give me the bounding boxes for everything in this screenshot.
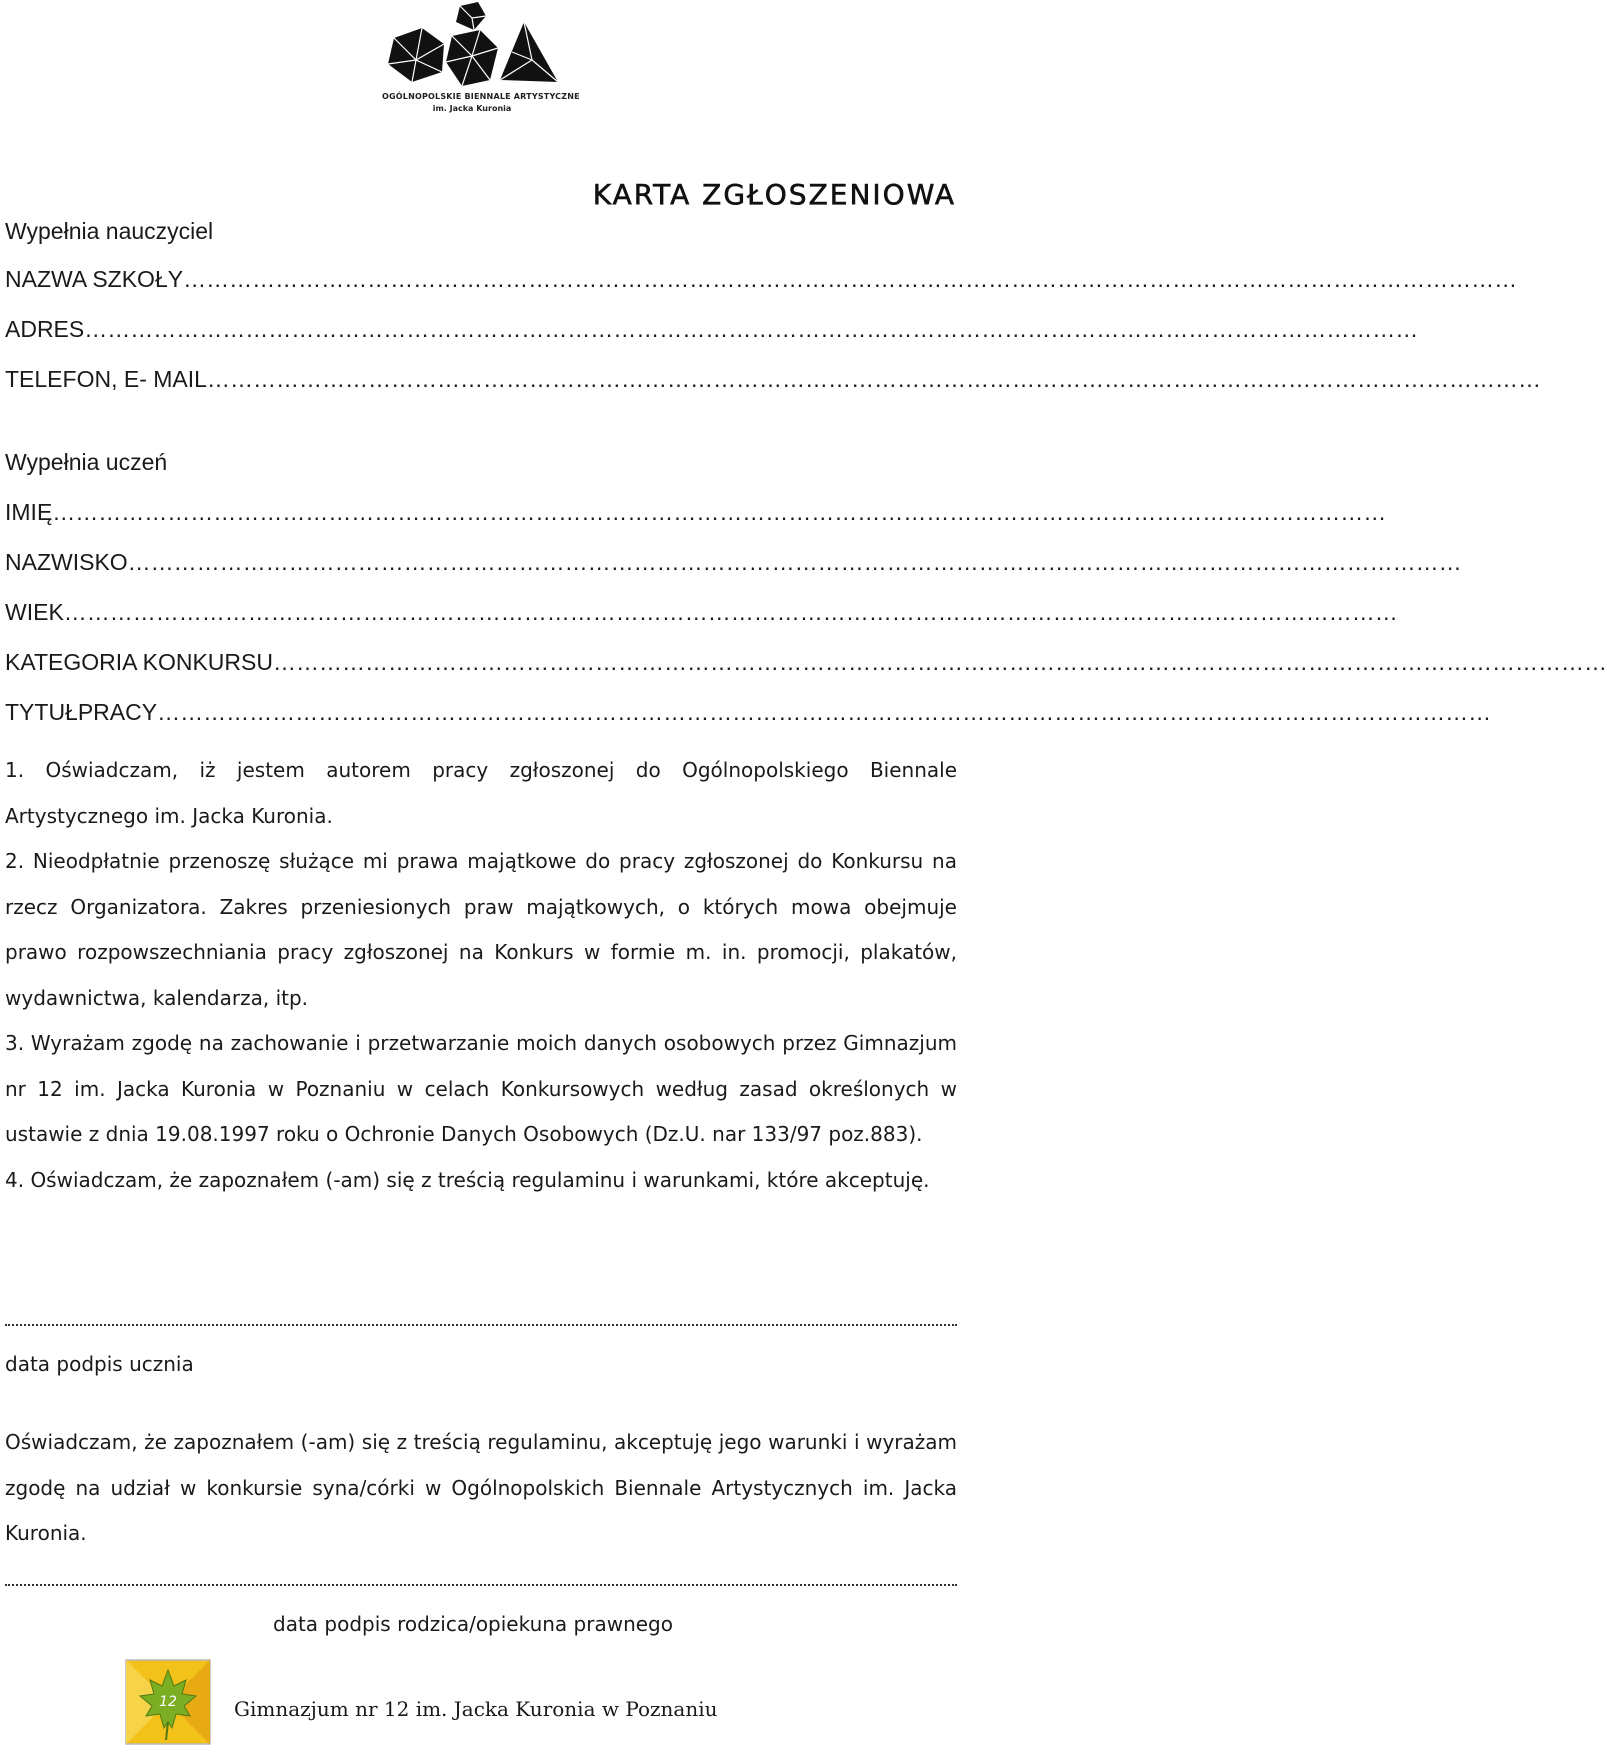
fill-in-dots: ………………………………………………………………………………………………………………………………………………………… [84, 316, 1419, 342]
parent-signature-line[interactable] [5, 1574, 957, 1586]
work-title-label: TYTUŁPRACY [5, 699, 158, 725]
first-name-label: IMIĘ [5, 499, 53, 525]
age-field[interactable] [5, 599, 1398, 626]
fill-in-dots: ………………………………………………………………………………………………………………………………………………………… [206, 366, 1541, 392]
student-signature-label: data podpis ucznia [5, 1352, 194, 1376]
fill-in-dots: ………………………………………………………………………………………………………………………………………………………… [272, 649, 1607, 675]
fill-in-dots: ………………………………………………………………………………………………………………………………………………………… [157, 699, 1492, 725]
fill-in-dots: ………………………………………………………………………………………………………………………………………………………… [52, 499, 1387, 525]
phone-email-field[interactable] [5, 366, 1541, 393]
statement-3: 3. Wyrażam zgodę na zachowanie i przetwarzanie moich danych osobowych przez Gimnazjum nr 12 im. Jacka Kuronia w Poznaniu w celach Konkursowych według zasad określonych w ustawie z dnia 19.08.1997 roku o Ochronie Danych Osobowych (Dz.U. nar 133/97 poz.883). [5, 1031, 957, 1146]
school-name-label: NAZWA SZKOŁY [5, 266, 184, 292]
fill-in-dots: ………………………………………………………………………………………………………………………………………………………… [63, 599, 1398, 625]
address-field[interactable] [5, 316, 1419, 343]
statement-4: 4. Oświadczam, że zapoznałem (-am) się z treścią regulaminu i warunkami, które akceptuję. [5, 1167, 930, 1192]
contest-category-field[interactable] [5, 649, 1607, 676]
logo-title: OGÓLNOPOLSKIE BIENNALE ARTYSTYCZNE [382, 92, 580, 101]
student-section-heading: Wypełnia uczeń [5, 449, 168, 475]
logo-subtitle: im. Jacka Kuronia [432, 104, 512, 113]
fill-in-dots: ………………………………………………………………………………………………………………………………………………………… [127, 549, 1462, 575]
parent-signature-label: data podpis rodzica/opiekuna prawnego [273, 1612, 673, 1636]
school-name-footer: Gimnazjum nr 12 im. Jacka Kuronia w Poznaniu [234, 1697, 718, 1721]
parent-statement: Oświadczam, że zapoznałem (-am) się z treścią regulaminu, akceptuję jego warunki i wyrażam zgodę na udział w konkursie syna/córki w Ogólnopolskich Biennale Artystycznych im. Jacka Kuronia. [5, 1430, 957, 1545]
work-title-field[interactable] [5, 699, 1492, 726]
biennale-logo-shapes [382, 0, 562, 92]
last-name-field[interactable] [5, 549, 1462, 576]
parent-statement-block [5, 1420, 957, 1557]
statements-list [5, 748, 957, 1203]
biennale-logo [382, 0, 580, 118]
statement-2: 2. Nieodpłatnie przenoszę służące mi prawa majątkowe do pracy zgłoszonej do Konkursu na rzecz Organizatora. Zakres przeniesionych praw majątkowych, o których mowa obejmuje prawo rozpowszechniania pracy zgłoszonej na Konkurs w formie m. in. promocji, plakatów, wydawnictwa, kalendarza, itp. [5, 849, 957, 1010]
phone-email-label: TELEFON, E- MAIL [5, 366, 207, 392]
badge-number: 12 [159, 1694, 177, 1710]
school-badge [122, 1656, 214, 1748]
form-title: KARTA ZGŁOSZENIOWA [592, 178, 956, 211]
statement-1: 1. Oświadczam, iż jestem autorem pracy zgłoszonej do Ogólnopolskiego Biennale Artystycznego im. Jacka Kuronia. [5, 758, 957, 828]
address-label: ADRES [5, 316, 85, 342]
first-name-field[interactable] [5, 499, 1387, 526]
school-name-field[interactable] [5, 266, 1518, 293]
teacher-section-heading: Wypełnia nauczyciel [5, 218, 214, 244]
age-label: WIEK [5, 599, 64, 625]
maple-leaf-icon [122, 1656, 214, 1748]
student-signature-line[interactable] [5, 1314, 957, 1326]
last-name-label: NAZWISKO [5, 549, 128, 575]
fill-in-dots: ………………………………………………………………………………………………………………………………………………………… [183, 266, 1518, 292]
contest-category-label: KATEGORIA KONKURSU [5, 649, 273, 675]
